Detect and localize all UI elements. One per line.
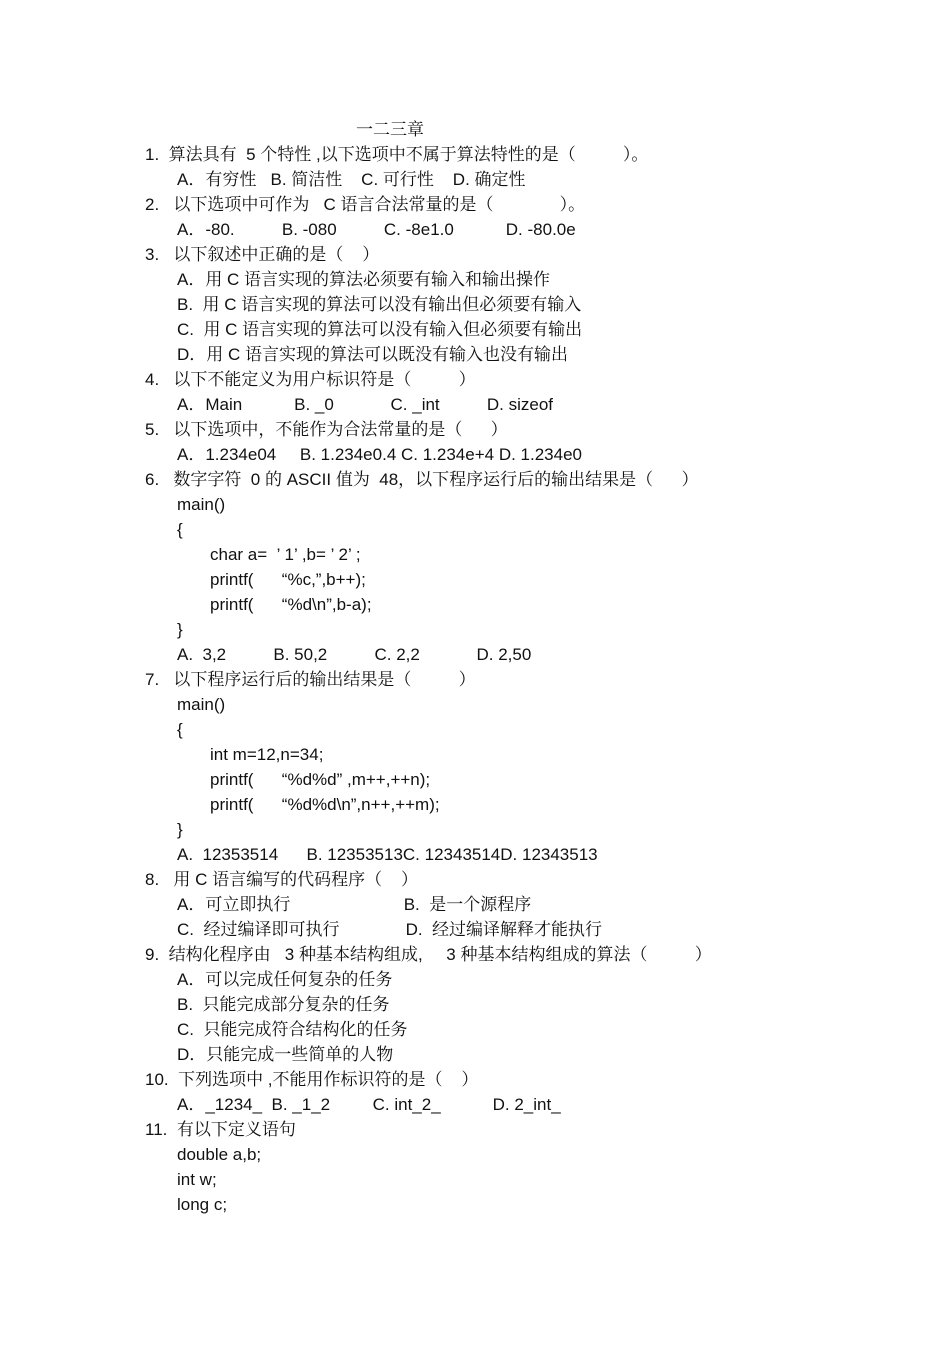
code-line: printf( “%c,”,b++); (210, 570, 366, 589)
code-line: int m=12,n=34; (210, 745, 324, 764)
question-5-options: A．1.234e04 B. 1.234e0.4 C. 1.234e+4 D. 1.234e0 (177, 445, 582, 464)
code-line: long c; (177, 1195, 228, 1214)
question-3-option-d: D．用 C 语言实现的算法可以既没有输入也没有输出 (177, 345, 568, 364)
question-3-option-b: B. 用 C 语言实现的算法可以没有输出但必须要有输入 (177, 295, 582, 314)
question-9-option-a: A．可以完成任何复杂的任务 (177, 970, 393, 989)
question-8-options-cd: C. 经过编译即可执行 D. 经过编译解释才能执行 (177, 920, 603, 939)
question-11: 11. 有以下定义语句 (145, 1120, 296, 1139)
code-line: main() (177, 495, 226, 514)
question-1: 1. 算法具有 5 个特性 ,以下选项中不属于算法特性的是（ ）。 (145, 145, 649, 164)
question-6: 6. 数字字符 0 的 ASCII 值为 48，以下程序运行后的输出结果是（ ） (145, 470, 699, 489)
question-5: 5. 以下选项中，不能作为合法常量的是（ ） (145, 420, 508, 439)
page-title: 一二三章 (356, 120, 424, 139)
question-8: 8. 用 C 语言编写的代码程序（ ） (145, 870, 418, 889)
code-line: { (177, 720, 183, 739)
code-line: printf( “%d%d\n”,n++,++m); (210, 795, 440, 814)
question-3-option-a: A．用 C 语言实现的算法必须要有输入和输出操作 (177, 270, 551, 289)
question-1-options: A．有穷性 B. 简洁性 C. 可行性 D. 确定性 (177, 170, 526, 189)
code-line: double a,b; (177, 1145, 262, 1164)
code-line: char a= ’ 1’ ,b= ’ 2’ ; (210, 545, 361, 564)
question-4-options: A．Main B. _0 C. _int D. sizeof (177, 395, 554, 414)
question-7: 7. 以下程序运行后的输出结果是（ ） (145, 670, 476, 689)
code-line: main() (177, 695, 226, 714)
question-2: 2. 以下选项中可作为 C 语言合法常量的是（ ）。 (145, 195, 586, 214)
question-6-options: A. 3,2 B. 50,2 C. 2,2 D. 2,50 (177, 645, 532, 664)
question-3-option-c: C. 用 C 语言实现的算法可以没有输入但必须要有输出 (177, 320, 583, 339)
code-line: printf( “%d%d” ,m++,++n); (210, 770, 431, 789)
question-2-options: A．-80. B. -080 C. -8e1.0 D. -80.0e (177, 220, 576, 239)
code-line: } (177, 820, 183, 839)
code-line: printf( “%d\n”,b-a); (210, 595, 372, 614)
question-4: 4. 以下不能定义为用户标识符是（ ） (145, 370, 476, 389)
question-10-options: A．_1234_ B. _1_2 C. int_2_ D. 2_int_ (177, 1095, 561, 1114)
question-9-option-d: D．只能完成一些简单的人物 (177, 1045, 394, 1064)
code-line: int w; (177, 1170, 217, 1189)
question-8-options-ab: A．可立即执行 B. 是一个源程序 (177, 895, 532, 914)
question-10: 10. 下列选项中 ,不能用作标识符的是（ ） (145, 1070, 479, 1089)
code-line: { (177, 520, 183, 539)
question-9: 9. 结构化程序由 3 种基本结构组成, 3 种基本结构组成的算法（ ） (145, 945, 712, 964)
code-line: } (177, 620, 183, 639)
question-3: 3. 以下叙述中正确的是（ ） (145, 245, 380, 264)
question-7-options: A. 12353514 B. 12353513C. 12343514D. 12343513 (177, 845, 598, 864)
question-9-option-c: C. 只能完成符合结构化的任务 (177, 1020, 408, 1039)
question-9-option-b: B. 只能完成部分复杂的任务 (177, 995, 390, 1014)
